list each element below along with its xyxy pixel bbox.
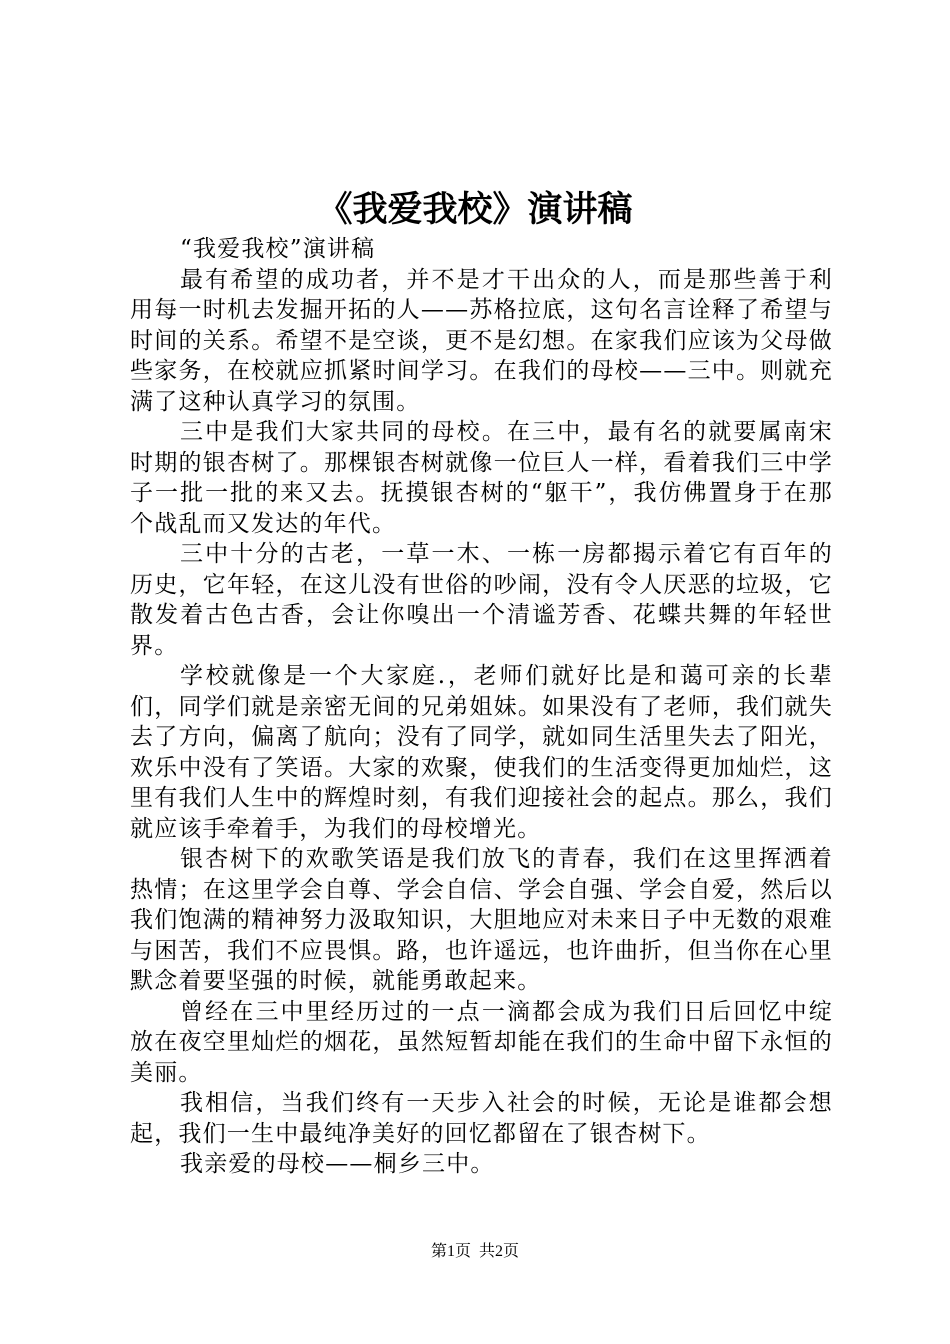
paragraph: 最有希望的成功者，并不是才干出众的人，而是那些善于利用每一时机去发掘开拓的人——苏格拉底，这句名言诠释了希望与时间的关系。希望不是空谈，更不是幻想。在家我们应该为父母做些家务，在校就应抓紧时间学习。在我们的母校——三中。则就充满了这种认真学习的氛围。 xyxy=(130,266,833,415)
paragraph: 学校就像是一个大家庭.，老师们就好比是和蔼可亲的长辈们，同学们就是亲密无间的兄弟姐妹。如果没有了老师，我们就失去了方向，偏离了航向；没有了同学，就如同生活里失去了阳光，欢乐中没有了笑语。大家的欢聚，使我们的生活变得更加灿烂，这里有我们人生中的辉煌时刻，有我们迎接社会的起点。那么，我们就应该手牵着手，为我们的母校增光。 xyxy=(130,663,833,842)
document-body xyxy=(130,234,833,1180)
page-footer xyxy=(0,1240,950,1264)
page-number: 第1页 xyxy=(430,1243,471,1260)
paragraph: 银杏树下的欢歌笑语是我们放飞的青春，我们在这里挥洒着热情；在这里学会自尊、学会自信、学会自强、学会自爱，然后以我们饱满的精神努力汲取知识，大胆地应对未来日子中无数的艰难与困苦，我们不应畏惧。路，也许遥远，也许曲折，但当你在心里默念着要坚强的时候，就能勇敢起来。 xyxy=(130,846,833,994)
document-title: 《我爱我校》演讲稿 xyxy=(317,189,633,230)
page-total: 共2页 xyxy=(479,1243,520,1260)
paragraph: 曾经在三中里经历过的一点一滴都会成为我们日后回忆中绽放在夜空里灿烂的烟花，虽然短暂却能在我们的生命中留下永恒的美丽。 xyxy=(130,998,833,1086)
paragraph: 三中十分的古老，一草一木、一栋一房都揭示着它有百年的历史，它年轻，在这儿没有世俗的吵闹，没有令人厌恶的垃圾，它散发着古色古香，会让你嗅出一个清谧芳香、花蝶共舞的年轻世界。 xyxy=(130,541,833,659)
paragraph: “我爱我校”演讲稿 xyxy=(180,236,376,262)
paragraph: 我亲爱的母校——桐乡三中。 xyxy=(180,1151,495,1177)
paragraph: 三中是我们大家共同的母校。在三中，最有名的就要属南宋时期的银杏树了。那棵银杏树就像一位巨人一样，看着我们三中学子一批一批的来又去。抚摸银杏树的“躯干”，我仿佛置身于在那个战乱而又发达的年代。 xyxy=(130,419,833,537)
paragraph: 我相信，当我们终有一天步入社会的时候，无论是谁都会想起，我们一生中最纯净美好的回忆都留在了银杏树下。 xyxy=(130,1090,833,1147)
